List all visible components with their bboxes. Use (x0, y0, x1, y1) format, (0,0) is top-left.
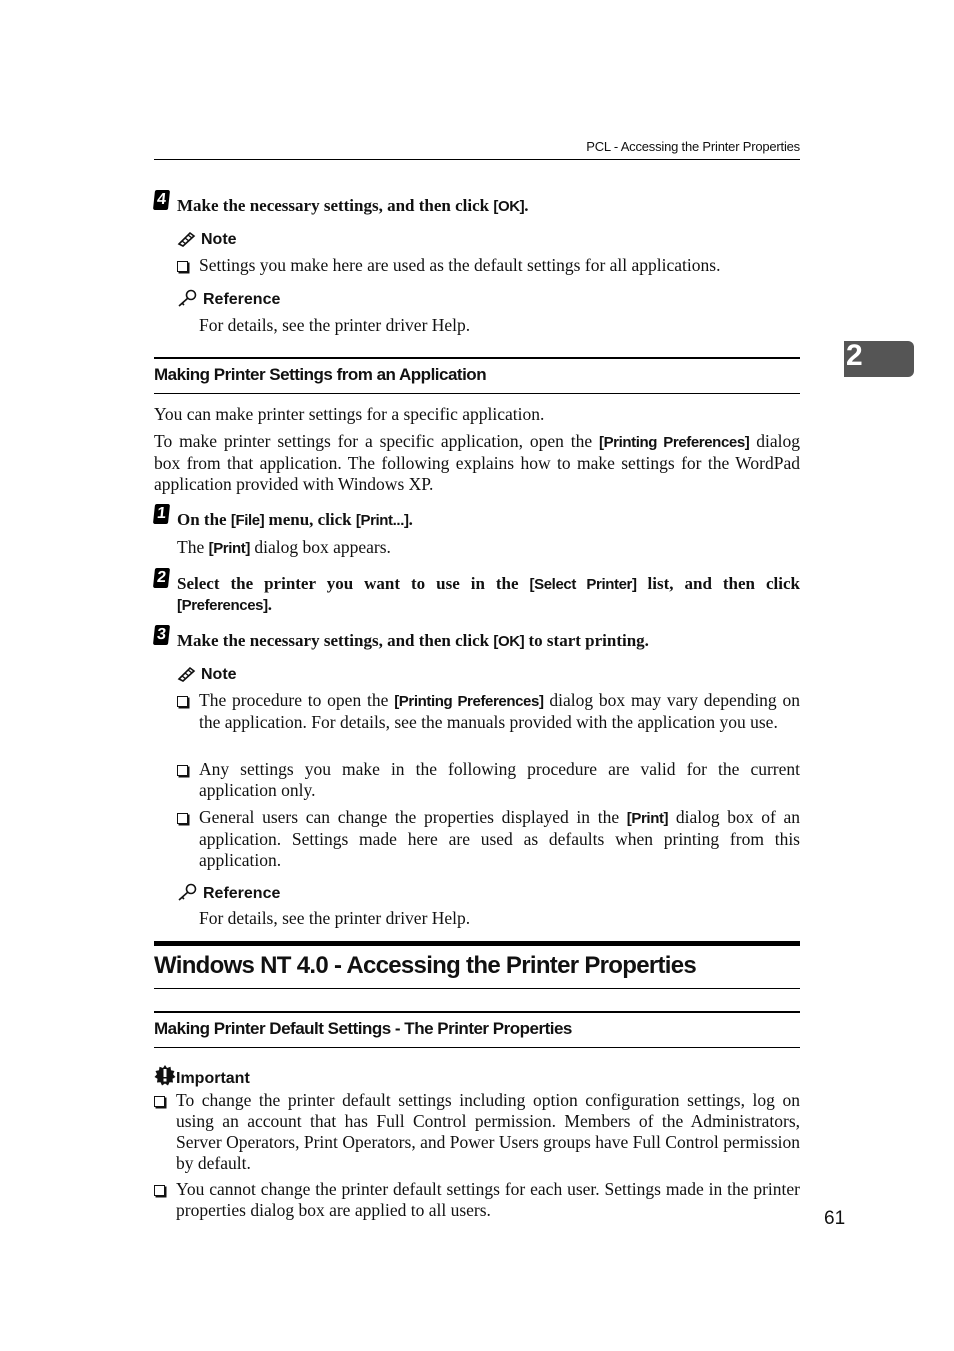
important-item: You cannot change the printer default settings for each user. Settings made in the printer properties dialog box are applied to all users. (154, 1179, 800, 1221)
section-rule-bottom (154, 1047, 800, 1048)
key-icon (177, 289, 199, 307)
header-rule (154, 159, 800, 160)
running-header: PCL - Accessing the Printer Properties (586, 139, 800, 154)
key-icon (177, 883, 199, 901)
heading-rule-bottom (154, 988, 800, 989)
chapter-number: 2 (846, 339, 863, 372)
checkbox-bullet-icon (177, 813, 188, 824)
checkbox-bullet-icon (154, 1096, 165, 1107)
checkbox-bullet-icon (177, 696, 188, 707)
reference-text: For details, see the printer driver Help. (199, 908, 471, 928)
step-3-number: 3 (154, 625, 169, 645)
paragraph: To make printer settings for a specific application, open the [Printing Preferences] dialog box from that application. The following explains how to make settings for the WordPad application provided with Windows XP. (154, 431, 800, 494)
reference-heading: Reference (177, 883, 280, 903)
note-item: The procedure to open the [Printing Preferences] dialog box may vary depending on the application. For details, see the manuals provided with the application you use. (177, 690, 800, 733)
important-icon (154, 1064, 176, 1086)
step-4-text: Make the necessary settings, and then click [OK]. (177, 196, 529, 215)
note-heading: Note (177, 666, 237, 684)
note-heading: Note (177, 231, 237, 249)
pencil-icon (177, 666, 197, 682)
step-3-text: Make the necessary settings, and then click [OK] to start printing. (177, 631, 649, 650)
section-rule-top (154, 1011, 800, 1013)
checkbox-bullet-icon (177, 765, 188, 776)
section-title: Making Printer Default Settings - The Printer Properties (154, 1019, 572, 1038)
step-4-number: 4 (154, 190, 169, 210)
note-item: General users can change the properties displayed in the [Print] dialog box of an application. Settings made here are used as defaults when printing from this application. (177, 807, 800, 871)
checkbox-bullet-icon (154, 1185, 165, 1196)
section-rule-top (154, 357, 800, 359)
important-item: To change the printer default settings including option configuration settings, log on using an account that has Full Control permission. Members of the Administrators, Server Operators, Print Operators, and Power Users groups have Full Control permission by default. (154, 1090, 800, 1174)
page-heading: Windows NT 4.0 - Accessing the Printer Properties (154, 952, 697, 979)
checkbox-bullet-icon (177, 261, 188, 272)
reference-text: For details, see the printer driver Help. (199, 315, 471, 335)
page-number: 61 (824, 1208, 846, 1229)
step-2-text: Select the printer you want to use in the [Select Printer] list, and then click [Preferences]. (177, 574, 800, 614)
heading-rule-top (154, 941, 800, 946)
note-item: Any settings you make in the following procedure are valid for the current application only. (177, 759, 800, 801)
step-1-text: On the [File] menu, click [Print...]. (177, 510, 413, 529)
important-heading: Important (154, 1064, 250, 1088)
pencil-icon (177, 231, 197, 247)
paragraph: You can make printer settings for a specific application. (154, 404, 545, 424)
reference-heading: Reference (177, 289, 280, 309)
step-1-result: The [Print] dialog box appears. (177, 537, 391, 557)
section-title: Making Printer Settings from an Application (154, 365, 487, 384)
note-item: Settings you make here are used as the default settings for all applications. (177, 255, 800, 276)
section-rule-bottom (154, 393, 800, 394)
step-1-number: 1 (154, 504, 169, 524)
step-2-number: 2 (154, 568, 169, 588)
